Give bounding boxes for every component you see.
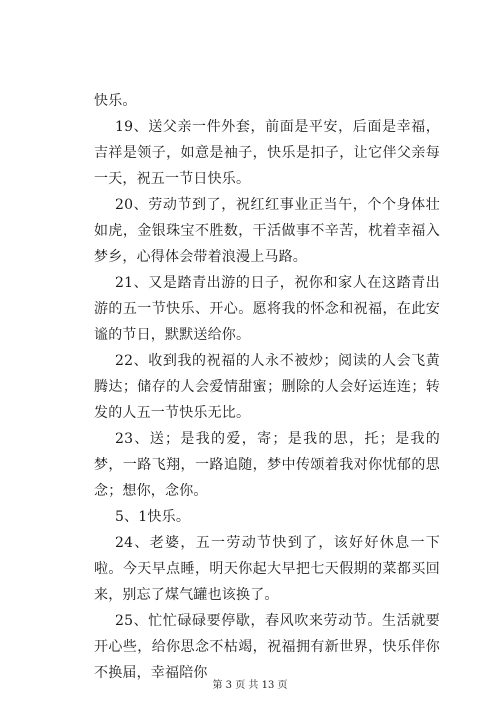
paragraph: 5、1快乐。 [115, 509, 191, 525]
paragraph: 21、又是踏青出游的日子，祝你和家人在这踏青出游的五一节快乐、开心。愿将我的怀念和祝福，在此安谧的节日，默默送给你。 [94, 275, 440, 343]
paragraph: 19、送父亲一件外套，前面是平安，后面是幸福，吉祥是领子，如意是袖子，快乐是扣子，让它伴父亲每一天，祝五一节日快乐。 [94, 119, 440, 187]
paragraph: 22、收到我的祝福的人永不被炒；阅读的人会飞黄腾达；储存的人会爱情甜蜜；删除的人会好运连连；转发的人五一节快乐无比。 [94, 353, 440, 421]
paragraph: 快乐。 [94, 93, 137, 109]
paragraph: 25、忙忙碌碌要停歇，春风吹来劳动节。生活就要开心些，给你思念不枯竭，祝福拥有新世界，快乐伴你不换届，幸福陪你 [94, 613, 440, 681]
paragraph: 23、送；是我的爱，寄；是我的思，托；是我的梦，一路飞翔，一路追随，梦中传颂着我对你忧郁的思念；想你，念你。 [94, 431, 440, 499]
paragraph: 24、老婆，五一劳动节快到了，该好好休息一下啦。今天早点睡，明天你起大早把七天假期的菜都买回来，别忘了煤气罐也该换了。 [94, 535, 440, 603]
paragraph: 20、劳动节到了，祝红红事业正当午，个个身体壮如虎，金银珠宝不胜数，干活做事不辛苦，枕着幸福入梦乡，心得体会带着浪漫上马路。 [94, 197, 440, 265]
document-body [94, 88, 440, 686]
page-number-footer: 第 3 页 共 13 页 [212, 680, 288, 691]
